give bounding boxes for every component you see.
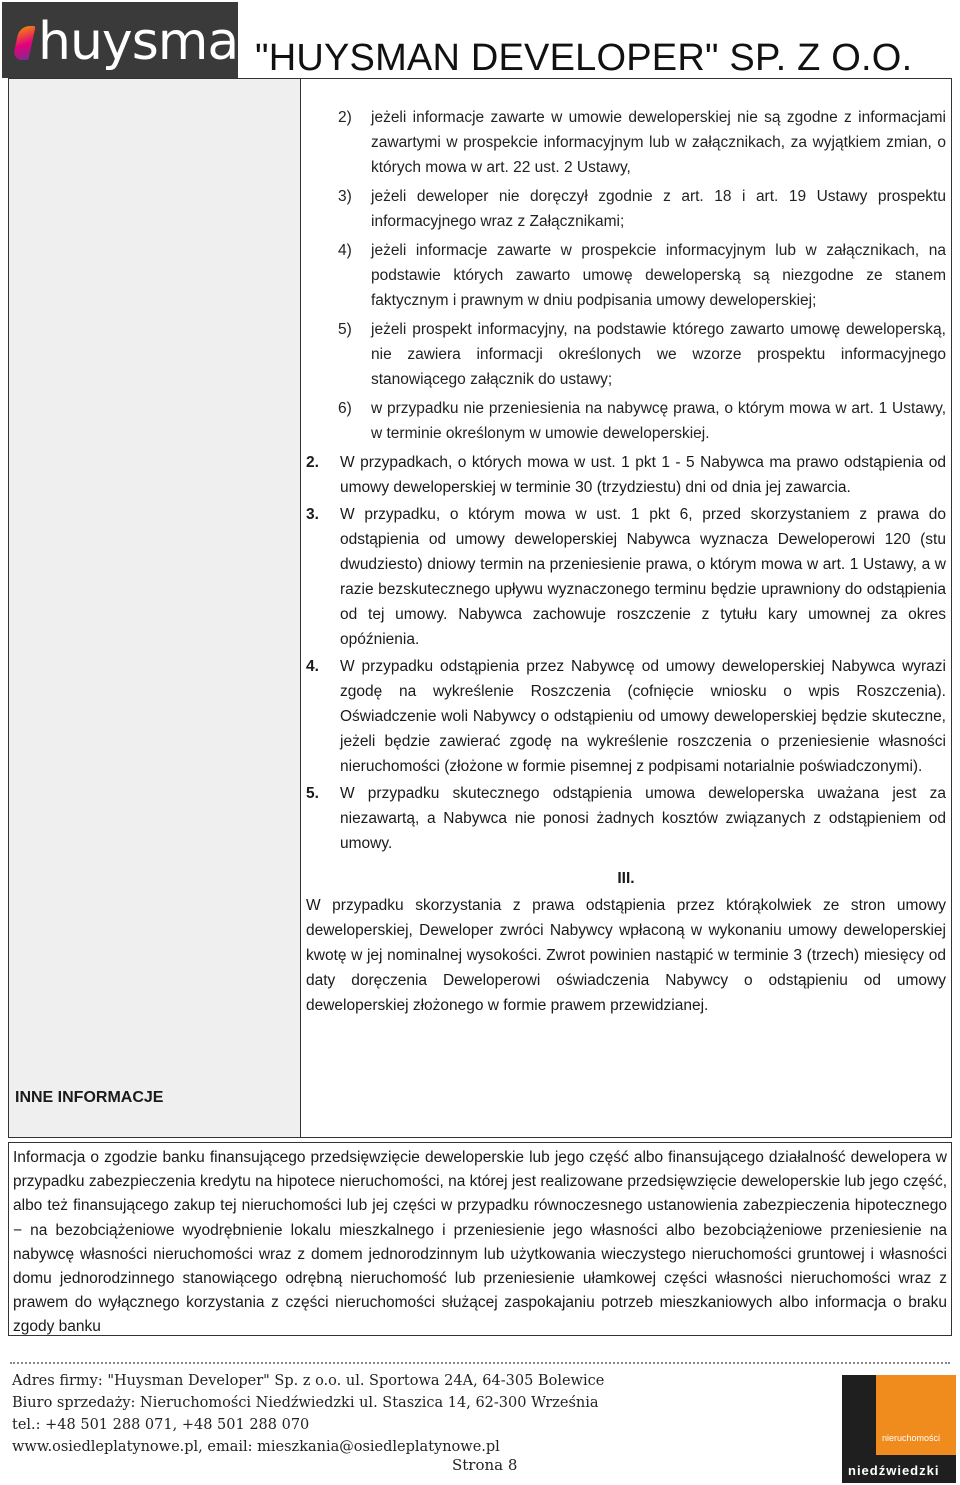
list-item-number: 2) bbox=[338, 109, 352, 126]
table-content-column bbox=[306, 105, 946, 1018]
numbered-paragraph bbox=[306, 781, 946, 856]
list-item-text: jeżeli deweloper nie doręczył zgodnie z art. 18 i art. 19 Ustawy prospektu informacyjnego wraz z Załącznikami; bbox=[371, 188, 946, 230]
list-item bbox=[306, 238, 946, 313]
footer-phone: tel.: +48 501 288 071, +48 501 288 070 bbox=[12, 1417, 310, 1433]
list-item-text: w przypadku nie przeniesienia na nabywcę prawa, o którym mowa w art. 1 Ustawy, w terminie określonym w umowie deweloperskiej. bbox=[371, 400, 946, 442]
page-number: Strona 8 bbox=[452, 1456, 518, 1474]
list-item-number: 3) bbox=[338, 188, 352, 205]
niedzwiedzki-logo bbox=[842, 1375, 956, 1483]
numbered-paragraph bbox=[306, 502, 946, 652]
list-item bbox=[306, 184, 946, 234]
paragraph-number: 2. bbox=[306, 454, 319, 471]
paragraph-text: W przypadkach, o których mowa w ust. 1 pkt 1 - 5 Nabywca ma prawo odstąpienia od umowy deweloperskiej w terminie 30 (trzydziestu) dni od dnia jej zawarcia. bbox=[340, 454, 946, 496]
section-paragraph: W przypadku skorzystania z prawa odstąpienia przez którąkolwiek ze stron umowy deweloperskiej, Deweloper zwróci Nabywcy wpłaconą w wykonaniu umowy deweloperskiej kwotę w jej nominalnej wysokości. Zwrot powinien nastąpić w terminie 3 (trzech) miesięcy od daty doręczenia Deweloperowi oświadczenia Nabywcy o odstąpieniu od umowy deweloperskiej złożonego w formie prawem przewidzianej. bbox=[306, 897, 946, 1014]
info-table bbox=[8, 78, 952, 1138]
list-item-number: 6) bbox=[338, 400, 352, 417]
section-heading: III. bbox=[617, 870, 635, 887]
paragraph-number: 3. bbox=[306, 506, 319, 523]
logo-square-icon bbox=[876, 1375, 956, 1455]
footer-web-email: www.osiedleplatynowe.pl, email: mieszkania@osiedleplatynowe.pl bbox=[12, 1439, 500, 1455]
list-item bbox=[306, 317, 946, 392]
footer-sales-office: Biuro sprzedaży: Nieruchomości Niedźwiedzki ul. Staszica 14, 62-300 Września bbox=[12, 1395, 599, 1411]
paragraph-number: 4. bbox=[306, 658, 319, 675]
numbered-paragraph bbox=[306, 450, 946, 500]
logo-small-text: nieruchomości bbox=[882, 1433, 941, 1443]
bank-consent-info: Informacja o zgodzie banku finansującego przedsięwzięcie deweloperskie lub jego część albo finansującego działalność dewelopera w przypadku zabezpieczenia kredytu na hipotece nieruchomości, na której jest realizowane przedsięwzięcie deweloperskie lub jego część, albo też finansującego zakup tej nieruchomości lub jej części w przypadku równoczesnego ustanowienia zabezpieczenia hipotecznego − na bezobciążeniowe wyodrębnienie lokalu mieszkalnego i przeniesienie jego własności albo bezobciążeniowe przeniesienie na nabywcę własności nieruchomości wraz z domem jednorodzinnym lub użytkowania wieczystego nieruchomości gruntowej i własności domu jednorodzinnego stanowiącego odrębną nieruchomość lub przeniesienie ułamkowej części własności nieruchomości wraz z prawem do wyłącznego korzystania z części nieruchomości służącej zaspokajaniu potrzeb mieszkaniowych albo informacja o braku zgody banku bbox=[8, 1142, 952, 1336]
list-item bbox=[306, 105, 946, 180]
list-item-text: jeżeli informacje zawarte w umowie deweloperskiej nie są zgodne z informacjami zawartymi w prospekcie informacyjnym lub w załącznikach, za wyjątkiem zmian, o których mowa w art. 22 ust. 2 Ustawy, bbox=[371, 109, 946, 176]
list-item bbox=[306, 396, 946, 446]
numbered-paragraph bbox=[306, 654, 946, 779]
logo-mark-icon bbox=[12, 26, 35, 60]
list-item-text: jeżeli informacje zawarte w prospekcie informacyjnym lub w załącznikach, na podstawie których zawarto umowę deweloperską są niezgodne ze stanem faktycznym i prawnym w dniu podpisania umowy deweloperskiej; bbox=[371, 242, 946, 309]
section-label: INNE INFORMACJE bbox=[15, 1089, 164, 1106]
list-item-number: 4) bbox=[338, 242, 352, 259]
logo-brand-text: niedźwiedzki bbox=[848, 1463, 940, 1478]
paragraph-number: 5. bbox=[306, 785, 319, 802]
company-title: "HUYSMAN DEVELOPER" SP. Z O.O. bbox=[255, 37, 913, 79]
footer-divider bbox=[10, 1362, 950, 1364]
paragraph-text: W przypadku skutecznego odstąpienia umowa deweloperska uważana jest za niezawartą, a Nabywca nie ponosi żadnych kosztów związanych z odstąpieniem od umowy. bbox=[340, 785, 946, 852]
list-item-text: jeżeli prospekt informacyjny, na podstawie którego zawarto umowę deweloperską, nie zawiera informacji określonych we wzorze prospektu informacyjnego stanowiącego załącznik do ustawy; bbox=[371, 321, 946, 388]
huysman-logo bbox=[2, 2, 271, 78]
footer-address bbox=[12, 1370, 604, 1458]
paragraph-text: W przypadku, o którym mowa w ust. 1 pkt 6, przed skorzystaniem z prawa do odstąpienia od umowy deweloperskiej Nabywca wyznacza Deweloperowi 120 (stu dwudziesto) dniowy termin na przeniesienie prawa, o którym mowa w art. 1 Ustawy, a w razie bezskutecznego upływu wyznaczonego terminu będzie uprawniony do odstąpienia od tej umowy. Nabywca zachowuje roszczenie z tytułu kary umownej za okres opóźnienia. bbox=[340, 506, 946, 648]
footer-company-address: Adres firmy: "Huysman Developer" Sp. z o.o. ul. Sportowa 24A, 64-305 Bolewice bbox=[12, 1373, 605, 1389]
list-item-number: 5) bbox=[338, 321, 352, 338]
logo-wordmark: huysman bbox=[38, 12, 271, 72]
table-label-column bbox=[9, 79, 301, 1137]
paragraph-text: W przypadku odstąpienia przez Nabywcę od umowy deweloperskiej Nabywca wyrazi zgodę na wykreślenie Roszczenia (cofnięcie wniosku o wpis Roszczenia). Oświadczenie woli Nabywcy o odstąpieniu od umowy deweloperskiej będzie skuteczne, jeżeli będzie zawierać zgodę na wykreślenie roszczenia o przeniesienie własności nieruchomości (złożone w formie pisemnej z podpisami notarialnie poświadczonymi). bbox=[340, 658, 946, 775]
